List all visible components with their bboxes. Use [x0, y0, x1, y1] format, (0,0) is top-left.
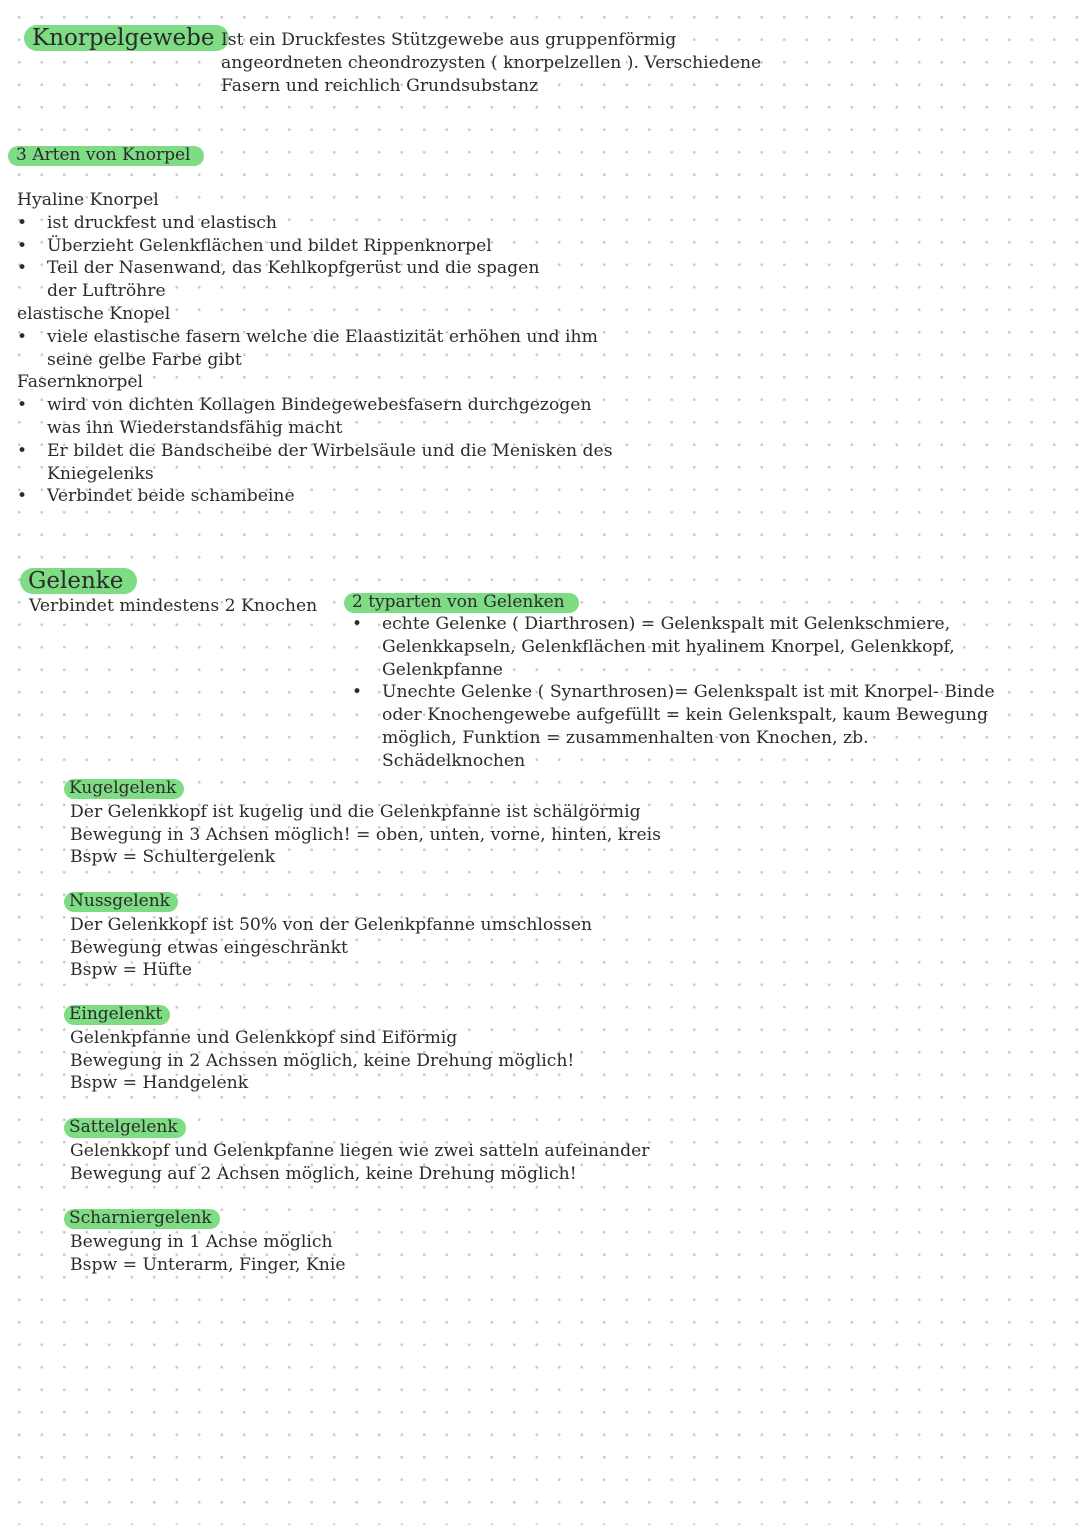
knorpel-type-bullets — [17, 212, 617, 303]
list-item: • viele elastische fasern welche die Elaastizität erhöhen und ihm seine gelbe Farbe gibt — [17, 326, 617, 372]
list-item: • ist druckfest und elastisch — [17, 212, 617, 235]
joint-title: Scharniergelenk — [64, 1209, 220, 1229]
list-item: • echte Gelenke ( Diarthrosen) = Gelenkspalt mit Gelenkschmiere, Gelenkkapseln, Gelenkflächen mit hyalinem Knorpel, Gelenkkopf, Gelenkpfanne — [352, 613, 957, 681]
knorpel-type-name: elastische Knopel — [17, 303, 171, 324]
list-item: • Verbindet beide schambeine — [17, 485, 617, 508]
list-item: • wird von dichten Kollagen Bindegewebesfasern durchgezogen was ihn Wiederstandsfähig macht — [17, 394, 617, 440]
joint-title: Kugelgelenk — [64, 779, 184, 799]
knorpel-types-heading-wrap — [8, 145, 204, 166]
gelenke-types-bullets — [352, 613, 1017, 773]
joint-line: Bewegung in 2 Achssen möglich, keine Drehung möglich! — [70, 1050, 575, 1071]
joint-line: Bspw = Unterarm, Finger, Knie — [70, 1254, 346, 1275]
joint-title: Sattelgelenk — [64, 1118, 186, 1138]
knorpel-types-list — [17, 189, 617, 508]
list-item: • Er bildet die Bandscheibe der Wirbelsäule und die Menisken des Kniegelenks — [17, 440, 617, 486]
joint-line: Gelenkkopf und Gelenkpfanne liegen wie zwei satteln aufeinander — [70, 1140, 650, 1161]
section-heading-knorpelgewebe — [24, 25, 229, 51]
gelenke-types-heading: 2 typarten von Gelenken — [344, 593, 579, 613]
knorpel-types-heading: 3 Arten von Knorpel — [8, 146, 204, 166]
joint-title: Nussgelenk — [64, 892, 178, 912]
joint-kugelgelenk — [64, 777, 684, 869]
joint-line: Bewegung etwas eingeschränkt — [70, 937, 348, 958]
knorpelgewebe-heading: Knorpelgewebe — [24, 25, 229, 51]
joint-line: Bspw = Schultergelenk — [70, 847, 276, 868]
joint-sattelgelenk — [64, 1116, 684, 1185]
gelenke-types-list — [352, 613, 1017, 773]
joint-line: Gelenkpfanne und Gelenkkopf sind Eiförmig — [70, 1027, 458, 1048]
knorpel-type-name: Hyaline Knorpel — [17, 190, 159, 210]
knorpel-type-name: Fasernknorpel — [17, 372, 144, 393]
gelenke-heading: Gelenke — [20, 568, 137, 594]
list-item: • Teil der Nasenwand, das Kehlkopfgerüst und die spagen der Luftröhre — [17, 257, 557, 303]
joint-line: Bewegung in 3 Achsen möglich! = oben, unten, vorne, hinten, kreis — [70, 824, 661, 845]
joint-line: Bewegung in 1 Achse möglich — [70, 1231, 333, 1252]
joint-line: Der Gelenkkopf ist kugelig und die Gelenkpfanne ist schälgörmig — [70, 801, 641, 822]
joint-eingelenkt — [64, 1003, 684, 1095]
joint-title: Eingelenkt — [64, 1005, 170, 1025]
gelenke-intro: Verbindet mindestens 2 Knochen — [29, 596, 318, 616]
joint-line: Der Gelenkkopf ist 50% von der Gelenkpfanne umschlossen — [70, 914, 593, 935]
joint-nussgelenk — [64, 890, 684, 982]
knorpelgewebe-definition: Ist ein Druckfestes Stützgewebe aus gruppenförmig angeordneten cheondrozysten ( knorpelzellen ). Verschiedene Fasern und reichlich Grundsubstanz — [221, 30, 762, 96]
joint-scharniergelenk — [64, 1207, 684, 1276]
joint-line: Bspw = Hüfte — [70, 960, 192, 981]
joint-line: Bspw = Handgelenk — [70, 1073, 249, 1094]
list-item: • Unechte Gelenke ( Synarthrosen)= Gelenkspalt ist mit Knorpel- Binde oder Knochengewebe aufgefüllt = kein Gelenkspalt, kaum Bewegung möglich, Funktion = zusammenhalten von Knochen, zb. Schädelknochen — [352, 681, 1017, 772]
knorpel-type-bullets — [17, 394, 617, 508]
gelenke-types-heading-wrap — [344, 592, 579, 613]
section-heading-gelenke — [20, 568, 137, 594]
knorpel-type-bullets — [17, 326, 617, 372]
list-item: • Überzieht Gelenkflächen und bildet Rippenknorpel — [17, 235, 617, 258]
joint-line: Bewegung auf 2 Achsen möglich, keine Drehung möglich! — [70, 1163, 577, 1184]
